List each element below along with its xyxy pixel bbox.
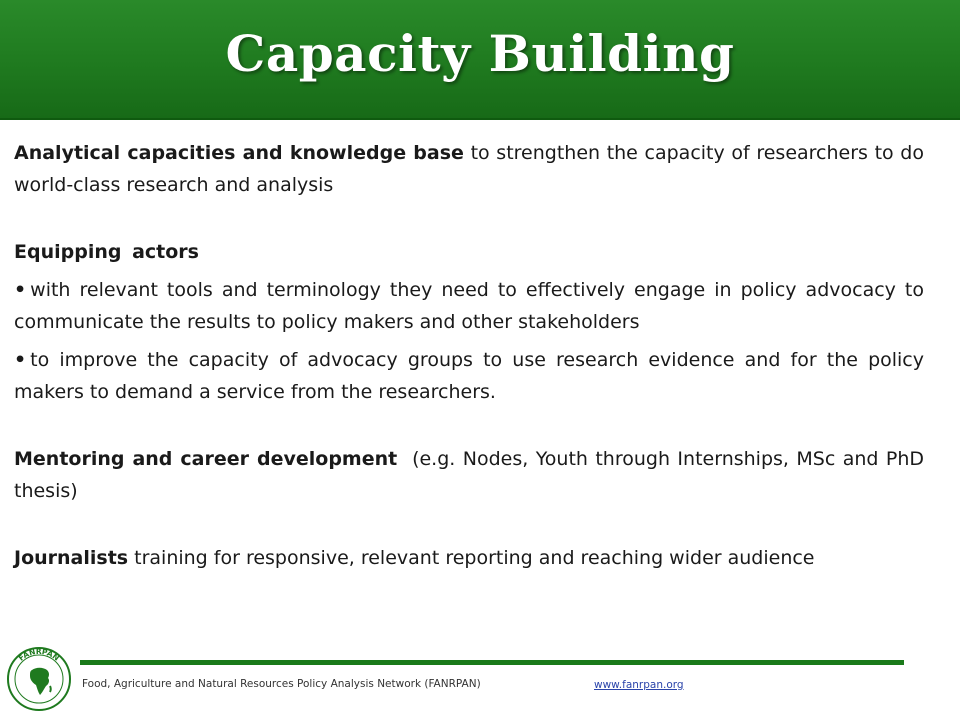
- bullet-text: to improve the capacity of advocacy groups to use research evidence and for the policy makers to demand a service from the researchers.: [14, 349, 924, 403]
- journalists-bold: Journalists: [14, 547, 129, 569]
- analytical-bold: Analytical capacities and knowledge base: [14, 142, 464, 164]
- mentoring-text: (e.g. Nodes, Youth through Internships, MSc and PhD thesis): [14, 448, 931, 502]
- analytical-text: to strengthen the capacity of researchers to do world-class research and analysis: [14, 142, 924, 196]
- bullet-icon: •: [14, 279, 27, 301]
- logo-text: FANRPAN: [16, 646, 62, 663]
- journalists-paragraph: [14, 542, 924, 574]
- bullet-icon: •: [14, 349, 27, 371]
- bullet-text: with relevant tools and terminology they need to effectively engage in policy advocacy to communicate the results to policy makers and other stakeholders: [14, 279, 924, 333]
- mentoring-paragraph: [14, 443, 931, 507]
- bullet-item: [14, 344, 924, 408]
- fanrpan-logo[interactable]: [2, 640, 76, 718]
- equipping-heading: Equipping actors: [14, 241, 199, 263]
- spacer: [14, 408, 924, 443]
- spacer: [14, 201, 924, 236]
- mentoring-bold: Mentoring and career development: [14, 448, 398, 470]
- analytical-paragraph: [14, 137, 924, 201]
- slide-title: Capacity Building: [225, 24, 735, 83]
- slide-body: [14, 137, 931, 574]
- footer-url-link[interactable]: www.fanrpan.org: [594, 679, 684, 691]
- bullet-item: [14, 274, 924, 338]
- footer-organization: Food, Agriculture and Natural Resources Policy Analysis Network (FANRPAN): [82, 678, 481, 690]
- title-banner: [0, 0, 960, 120]
- africa-map-logo-icon: [4, 642, 74, 716]
- footer-divider: [80, 660, 904, 665]
- spacer: [14, 507, 924, 542]
- journalists-text: training for responsive, relevant reporting and reaching wider audience: [128, 547, 815, 569]
